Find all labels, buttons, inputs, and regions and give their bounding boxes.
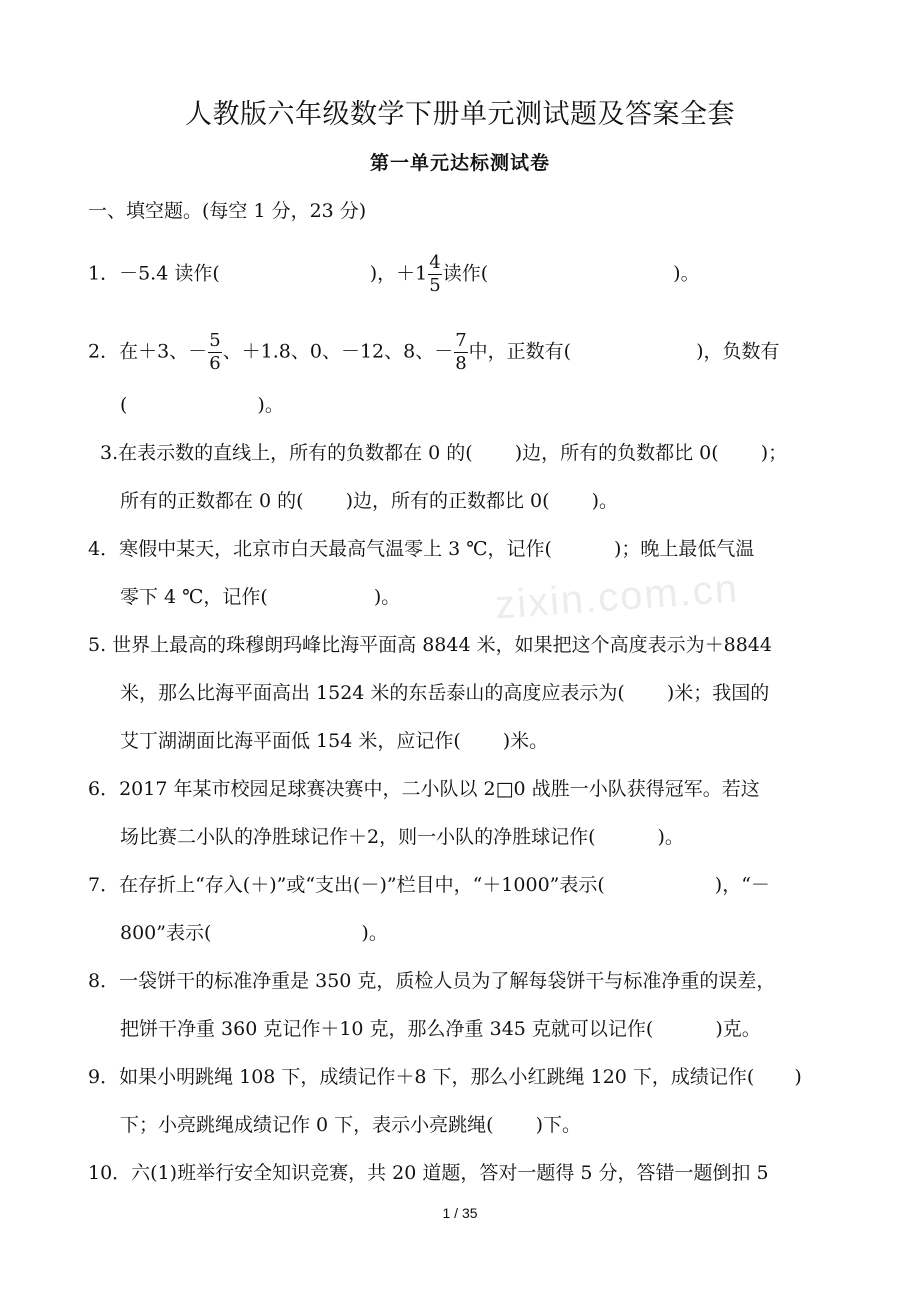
question-5: 5. 世界上最高的珠穆朗玛峰比海平面高 8844 米，如果把这个高度表示为＋8844	[88, 634, 772, 656]
question-5-continued: 米，那么比海平面高出 1524 米的东岳泰山的高度应表示为( )米；我国的	[120, 682, 770, 704]
fraction-four-fifths: $\frac{4}{5}$	[429, 252, 441, 296]
document-title: 人教版六年级数学下册单元测试题及答案全套	[185, 99, 735, 130]
question-3: 3.在表示数的直线上，所有的负数都在 0 的( )边，所有的负数都比 0( )；	[100, 442, 788, 464]
question-9: 9．如果小明跳绳 108 下，成绩记作＋8 下，那么小红跳绳 120 下，成绩记作( )	[88, 1066, 802, 1088]
question-8-continued: 把饼干净重 360 克记作＋10 克，那么净重 345 克就可以记作( )克。	[120, 1018, 761, 1040]
question-6-continued: 场比赛二小队的净胜球记作＋2，则一小队的净胜球记作( )。	[120, 826, 684, 848]
question-7: 7．在存折上“存入(＋)”或“支出(－)”栏目中，“＋1000”表示( )，“－	[88, 874, 770, 896]
fraction-seven-eighths: $\frac{7}{8}$	[455, 330, 467, 374]
watermark: zixin.com.cn	[493, 566, 741, 628]
section-heading: 一、填空题。(每空 1 分，23 分)	[88, 200, 367, 222]
question-9-continued: 下；小亮跳绳成绩记作 0 下，表示小亮跳绳( )下。	[120, 1114, 582, 1136]
question-7-continued: 800”表示( )。	[120, 922, 388, 944]
question-2-continued: ( )。	[120, 394, 284, 416]
question-4: 4．寒假中某天，北京市白天最高气温零上 3 ℃，记作( )；晚上最低气温	[88, 538, 755, 560]
question-10: 10．六(1)班举行安全知识竞赛，共 20 道题，答对一题得 5 分，答错一题倒扣 5	[88, 1162, 769, 1184]
page-number: 1 / 35	[442, 1205, 478, 1221]
question-1: 1．－5.4 读作( )，＋1 $\frac{4}{5}$ 读作( )。	[88, 252, 700, 296]
question-4-continued: 零下 4 ℃，记作( )。	[120, 586, 401, 608]
question-3-continued: 所有的正数都在 0 的( )边，所有的正数都比 0( )。	[120, 490, 618, 512]
question-5-continued-2: 艾丁湖湖面比海平面低 154 米，应记作( )米。	[120, 730, 549, 752]
fraction-five-sixths: $\frac{5}{6}$	[209, 330, 221, 374]
question-6: 6．2017 年某市校园足球赛决赛中，二小队以 2□0 战胜一小队获得冠军。若这	[88, 778, 760, 800]
question-8: 8．一袋饼干的标准净重是 350 克，质检人员为了解每袋饼干与标准净重的误差，	[88, 970, 776, 992]
unit-title: 第一单元达标测试卷	[369, 152, 550, 174]
question-2: 2．在＋3、－ $\frac{5}{6}$ 、＋1.8、0、－12、8、－ $\frac{7}{8}$ 中，正数有( )，负数有	[88, 330, 780, 374]
